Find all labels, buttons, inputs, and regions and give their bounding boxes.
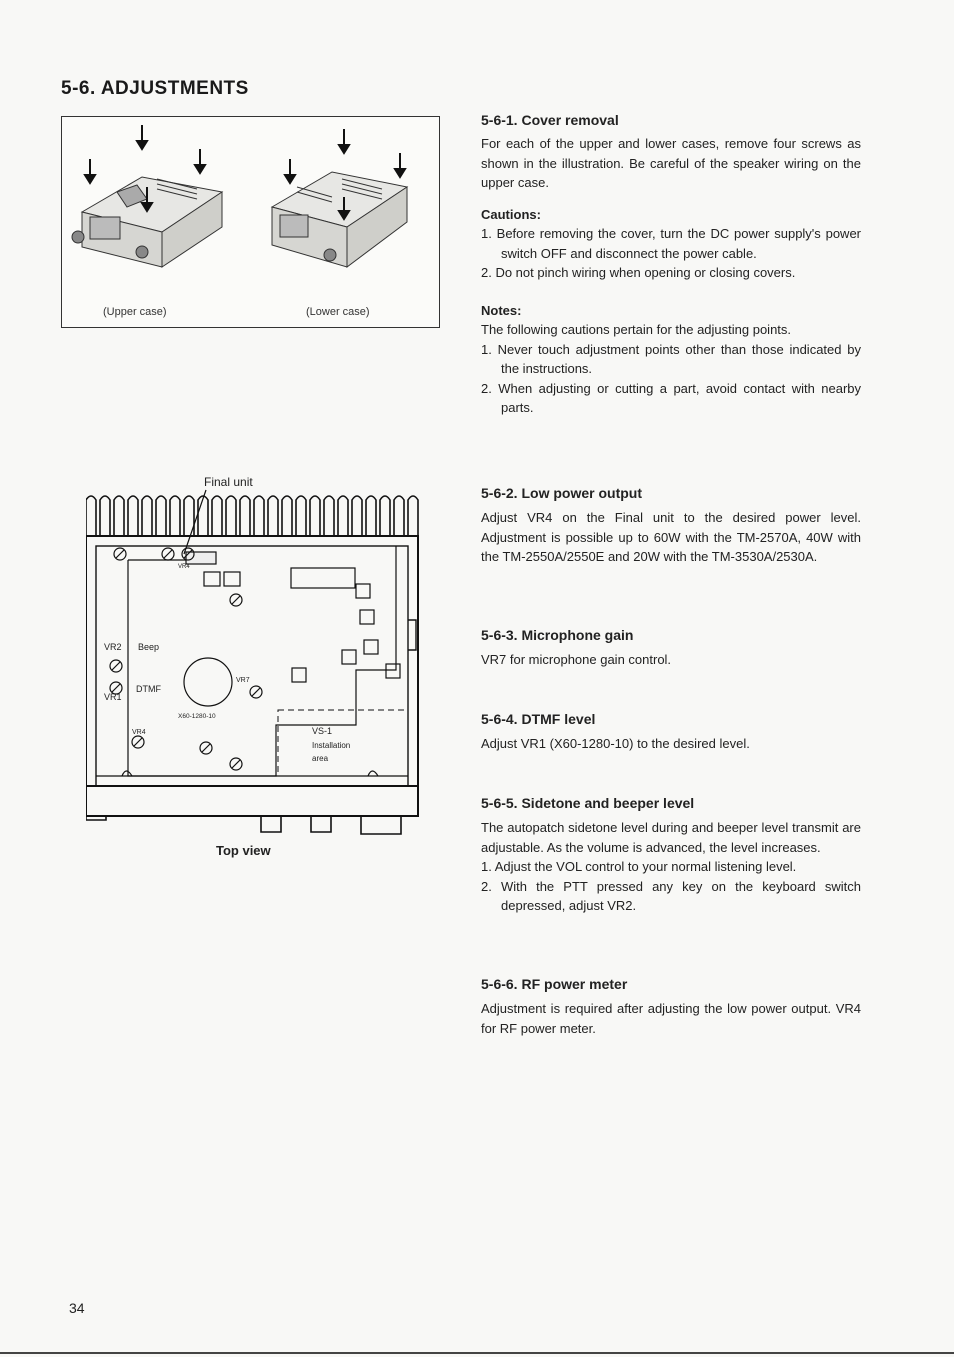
section-cover-removal — [481, 112, 861, 418]
cover-removal-figure — [61, 116, 440, 328]
vr2-label: VR2 — [104, 642, 122, 652]
vr1-label: VR1 — [104, 692, 122, 702]
lower-case-caption: (Lower case) — [306, 306, 370, 318]
cover-removal-body: For each of the upper and lower cases, remove four screws as shown in the illustration. Be careful of the speaker wiring on the upper case. — [481, 136, 861, 190]
vs1-installation: Installation — [312, 741, 351, 750]
lower-case-radio-drawing — [272, 172, 407, 267]
note-item: 2. When adjusting or cutting a part, avoid contact with nearby parts. — [481, 380, 861, 415]
sidetone-step: 2. With the PTT pressed any key on the keyboard switch depressed, adjust VR2. — [481, 878, 861, 913]
sidetone-steps — [481, 857, 861, 916]
vr4-bottom-label: VR4 — [132, 729, 146, 736]
sidetone-beeper-body: The autopatch sidetone level during and beeper level transmit are adjustable. As the volume is advanced, the level increases. — [481, 820, 861, 855]
vr7-label: VR7 — [236, 677, 250, 684]
caution-item: 2. Do not pinch wiring when opening or closing covers. — [481, 265, 796, 280]
vs1-area: area — [312, 754, 329, 763]
vr4-top-label: VR4 — [178, 564, 190, 570]
bottom-rule — [0, 1352, 954, 1354]
heatsink-fins — [86, 496, 418, 536]
final-unit-label: Final unit — [204, 475, 253, 489]
notes-intro: The following cautions pertain for the adjusting points. — [481, 322, 792, 337]
beep-label: Beep — [138, 642, 160, 652]
heading-dtmf-level: 5-6-4. DTMF level — [481, 711, 596, 727]
caution-item: 1. Before removing the cover, turn the DC power supply's power switch OFF and disconnect the power cable. — [481, 226, 861, 261]
cover-removal-illustration — [62, 117, 439, 327]
rf-power-meter-body: Adjustment is required after adjusting the low power output. VR4 for RF power meter. — [481, 1001, 861, 1036]
section-rf-power-meter — [481, 976, 861, 1038]
board-outline — [128, 546, 400, 776]
section-title: 5-6. ADJUSTMENTS — [61, 78, 249, 99]
dtmf-label: DTMF — [136, 684, 161, 694]
dtmf-level-body: Adjust VR1 (X60-1280-10) to the desired level. — [481, 736, 750, 751]
notes-label: Notes: — [481, 302, 522, 318]
upper-case-caption: (Upper case) — [103, 306, 167, 318]
final-unit-diagram — [86, 470, 426, 860]
note-item: 1. Never touch adjustment points other than those indicated by the instructions. — [481, 341, 861, 376]
page-number: 34 — [69, 1300, 85, 1316]
section-low-power-output — [481, 485, 861, 567]
section-sidetone-beeper — [481, 795, 861, 916]
heading-low-power-output: 5-6-2. Low power output — [481, 485, 642, 501]
cautions-list — [481, 224, 861, 283]
section-microphone-gain — [481, 627, 861, 670]
sidetone-step: 1. Adjust the VOL control to your normal listening level. — [481, 859, 797, 874]
vs1-title: VS-1 — [312, 726, 333, 736]
section-dtmf-level — [481, 711, 861, 754]
final-unit-top-view-figure — [86, 470, 426, 860]
notes-list — [481, 340, 861, 418]
top-view-label: Top view — [216, 843, 271, 858]
board-code-label: X60-1280-10 — [178, 713, 216, 720]
heading-sidetone-beeper: 5-6-5. Sidetone and beeper level — [481, 795, 695, 811]
low-power-output-body: Adjust VR4 on the Final unit to the desired power level. Adjustment is possible up to 60W with the TM-2570A, 40W with the TM-2550A/2550E and 20W with the TM-3530A/2530A. — [481, 510, 861, 564]
heading-rf-power-meter: 5-6-6. RF power meter — [481, 976, 628, 992]
heading-cover-removal: 5-6-1. Cover removal — [481, 112, 619, 128]
microphone-gain-body: VR7 for microphone gain control. — [481, 652, 672, 667]
heading-microphone-gain: 5-6-3. Microphone gain — [481, 627, 634, 643]
cautions-label: Cautions: — [481, 206, 541, 222]
